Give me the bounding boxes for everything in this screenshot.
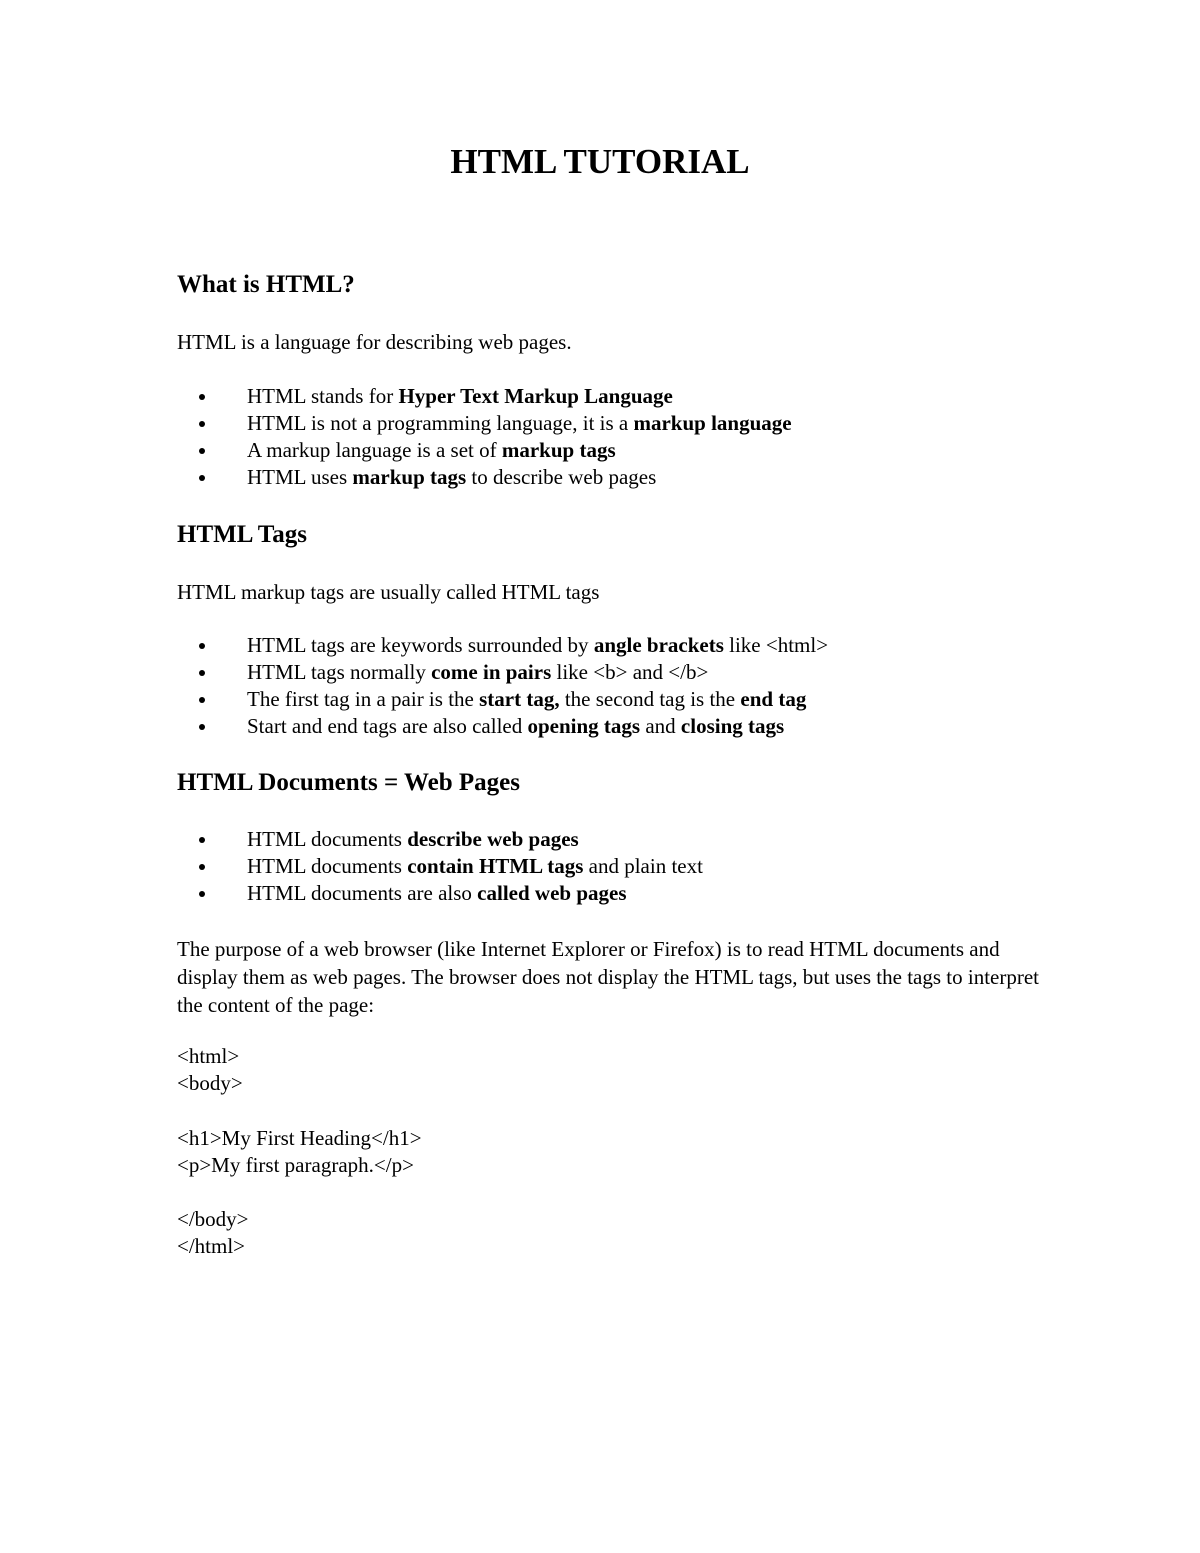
code-line: <body> bbox=[177, 1071, 243, 1095]
bullet-icon bbox=[199, 448, 205, 454]
code-line: </html> bbox=[177, 1234, 246, 1258]
code-line: <p>My first paragraph.</p> bbox=[177, 1153, 414, 1177]
bullet-icon bbox=[199, 421, 205, 427]
list-item: HTML uses markup tags to describe web pages bbox=[177, 464, 1057, 491]
bullet-list-what-is-html bbox=[177, 383, 1057, 491]
code-line: <html> bbox=[177, 1044, 240, 1068]
section-intro-html-tags: HTML markup tags are usually called HTML tags bbox=[177, 580, 600, 604]
list-item: HTML tags are keywords surrounded by angle brackets like <html> bbox=[177, 632, 1057, 659]
list-item: HTML documents are also called web pages bbox=[177, 880, 1057, 907]
section-heading-html-documents: HTML Documents = Web Pages bbox=[177, 769, 520, 796]
bullet-icon bbox=[199, 643, 205, 649]
list-item: HTML stands for Hyper Text Markup Language bbox=[177, 383, 1057, 410]
section-heading-html-tags: HTML Tags bbox=[177, 521, 307, 548]
list-item: HTML is not a programming language, it is a markup language bbox=[177, 410, 1057, 437]
bullet-icon bbox=[199, 475, 205, 481]
code-line: <h1>My First Heading</h1> bbox=[177, 1126, 422, 1150]
browser-purpose-paragraph: The purpose of a web browser (like Internet Explorer or Firefox) is to read HTML documents and display them as web pages. The browser does not display the HTML tags, but uses the tags to interpret the content of the page: bbox=[177, 937, 1039, 1017]
list-item: The first tag in a pair is the start tag, the second tag is the end tag bbox=[177, 686, 1057, 713]
section-intro-what-is-html: HTML is a language for describing web pages. bbox=[177, 330, 572, 354]
bullet-icon bbox=[199, 724, 205, 730]
bullet-icon bbox=[199, 837, 205, 843]
list-item: Start and end tags are also called opening tags and closing tags bbox=[177, 713, 1057, 740]
bullet-icon bbox=[199, 864, 205, 870]
list-item: HTML documents contain HTML tags and plain text bbox=[177, 853, 1057, 880]
bullet-list-html-tags bbox=[177, 632, 1057, 740]
list-item: HTML documents describe web pages bbox=[177, 826, 1057, 853]
bullet-icon bbox=[199, 670, 205, 676]
bullet-list-html-documents bbox=[177, 826, 1057, 907]
code-line: </body> bbox=[177, 1207, 249, 1231]
section-heading-what-is-html: What is HTML? bbox=[177, 271, 355, 298]
list-item: HTML tags normally come in pairs like <b> and </b> bbox=[177, 659, 1057, 686]
bullet-icon bbox=[199, 697, 205, 703]
document-title: HTML TUTORIAL bbox=[450, 142, 750, 181]
list-item: A markup language is a set of markup tags bbox=[177, 437, 1057, 464]
bullet-icon bbox=[199, 891, 205, 897]
bullet-icon bbox=[199, 394, 205, 400]
